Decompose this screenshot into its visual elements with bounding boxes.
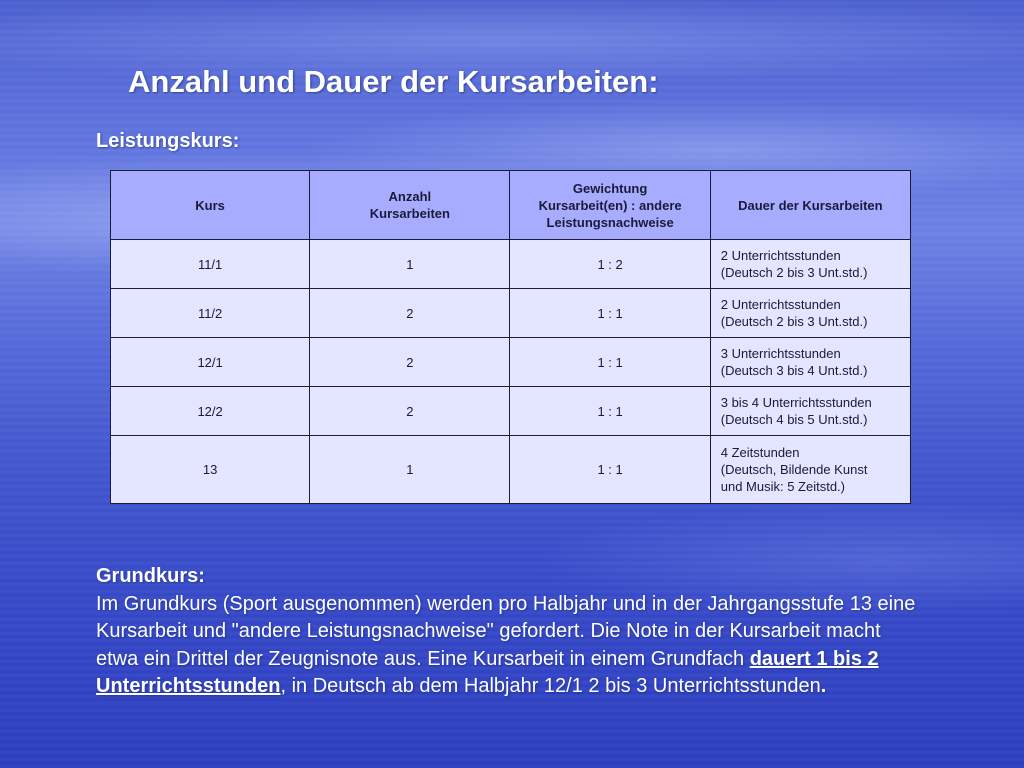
table-header: [111, 171, 911, 240]
cell-dauer-line: 2 Unterrichtsstunden: [720, 248, 841, 263]
cell-kurs: 12/2: [111, 387, 310, 436]
cell-dauer-line: 3 bis 4 Unterrichtsstunden: [720, 395, 872, 410]
slide-title: Anzahl und Dauer der Kursarbeiten:: [128, 64, 659, 99]
header-anzahl: [310, 171, 510, 240]
table-body: [111, 240, 911, 504]
cell-kurs: 11/1: [111, 240, 310, 289]
header-row: [111, 171, 911, 240]
cell-dauer-line: 4 Zeitstunden: [720, 445, 800, 460]
cell-dauer-line: (Deutsch, Bildende Kunst: [720, 462, 868, 477]
header-gewichtung-line: Leistungsnachweise: [546, 214, 674, 230]
header-gewichtung-line: Kursarbeit(en) : andere: [538, 197, 682, 213]
table-row: [111, 240, 911, 289]
header-anzahl-line: Kursarbeiten: [369, 206, 450, 221]
table-row: [111, 338, 911, 387]
cell-dauer-line: 3 Unterrichtsstunden: [720, 346, 841, 361]
grundkurs-period: .: [820, 675, 827, 697]
cell-dauer-line: (Deutsch 4 bis 5 Unt.std.): [720, 412, 868, 427]
cell-gewichtung: 1 : 1: [510, 387, 710, 436]
cell-dauer-line: (Deutsch 3 bis 4 Unt.std.): [720, 363, 868, 378]
cell-anzahl: 2: [310, 338, 510, 387]
grundkurs-text-end: , in Deutsch ab dem Halbjahr 12/1 2 bis 3 Unterrichtsstunden: [280, 675, 821, 697]
header-dauer: Dauer der Kursarbeiten: [710, 171, 910, 240]
grundkurs-section: [96, 563, 926, 701]
cell-dauer: [710, 338, 910, 387]
grundkurs-heading: Grundkurs:: [96, 565, 205, 587]
cell-anzahl: 1: [310, 240, 510, 289]
header-anzahl-line: Anzahl: [388, 189, 432, 204]
cell-dauer-line: und Musik: 5 Zeitstd.): [720, 479, 846, 494]
cell-dauer: [710, 387, 910, 436]
cell-kurs: 11/2: [111, 289, 310, 338]
table-row: [111, 387, 911, 436]
header-kurs: Kurs: [111, 171, 310, 240]
cell-kurs: 13: [111, 436, 310, 504]
cell-dauer-line: (Deutsch 2 bis 3 Unt.std.): [720, 314, 868, 329]
cell-anzahl: 2: [310, 289, 510, 338]
section-title-leistungskurs: Leistungskurs:: [96, 130, 240, 152]
cell-dauer-line: (Deutsch 2 bis 3 Unt.std.): [720, 265, 868, 280]
cell-dauer: [710, 436, 910, 504]
kursarbeiten-table: [110, 170, 911, 504]
table-row: [111, 289, 911, 338]
cell-anzahl: 2: [310, 387, 510, 436]
cell-gewichtung: 1 : 1: [510, 289, 710, 338]
grundkurs-text: Im Grundkurs (Sport ausgenommen) werden pro Halbjahr und in der Jahrgangsstufe 13 eine Kursarbeit und "andere Leistungsnachweise" gefordert. Die Note in der Kursarbeit macht etwa ein Drittel der Zeugnisnote aus. Eine Kursarbeit in einem Grundfach: [96, 592, 916, 670]
cell-gewichtung: 1 : 1: [510, 338, 710, 387]
table-row: [111, 436, 911, 504]
cell-gewichtung: 1 : 2: [510, 240, 710, 289]
cell-dauer: [710, 240, 910, 289]
cell-dauer-line: 2 Unterrichtsstunden: [720, 297, 841, 312]
grundkurs-emphasis: dauert 1 bis 2 Unterrichtsstunden: [96, 647, 879, 697]
cell-gewichtung: 1 : 1: [510, 436, 710, 504]
cell-dauer: [710, 289, 910, 338]
cell-kurs: 12/1: [111, 338, 310, 387]
cell-anzahl: 1: [310, 436, 510, 504]
header-gewichtung: [510, 171, 710, 240]
header-gewichtung-line: Gewichtung: [572, 180, 648, 196]
